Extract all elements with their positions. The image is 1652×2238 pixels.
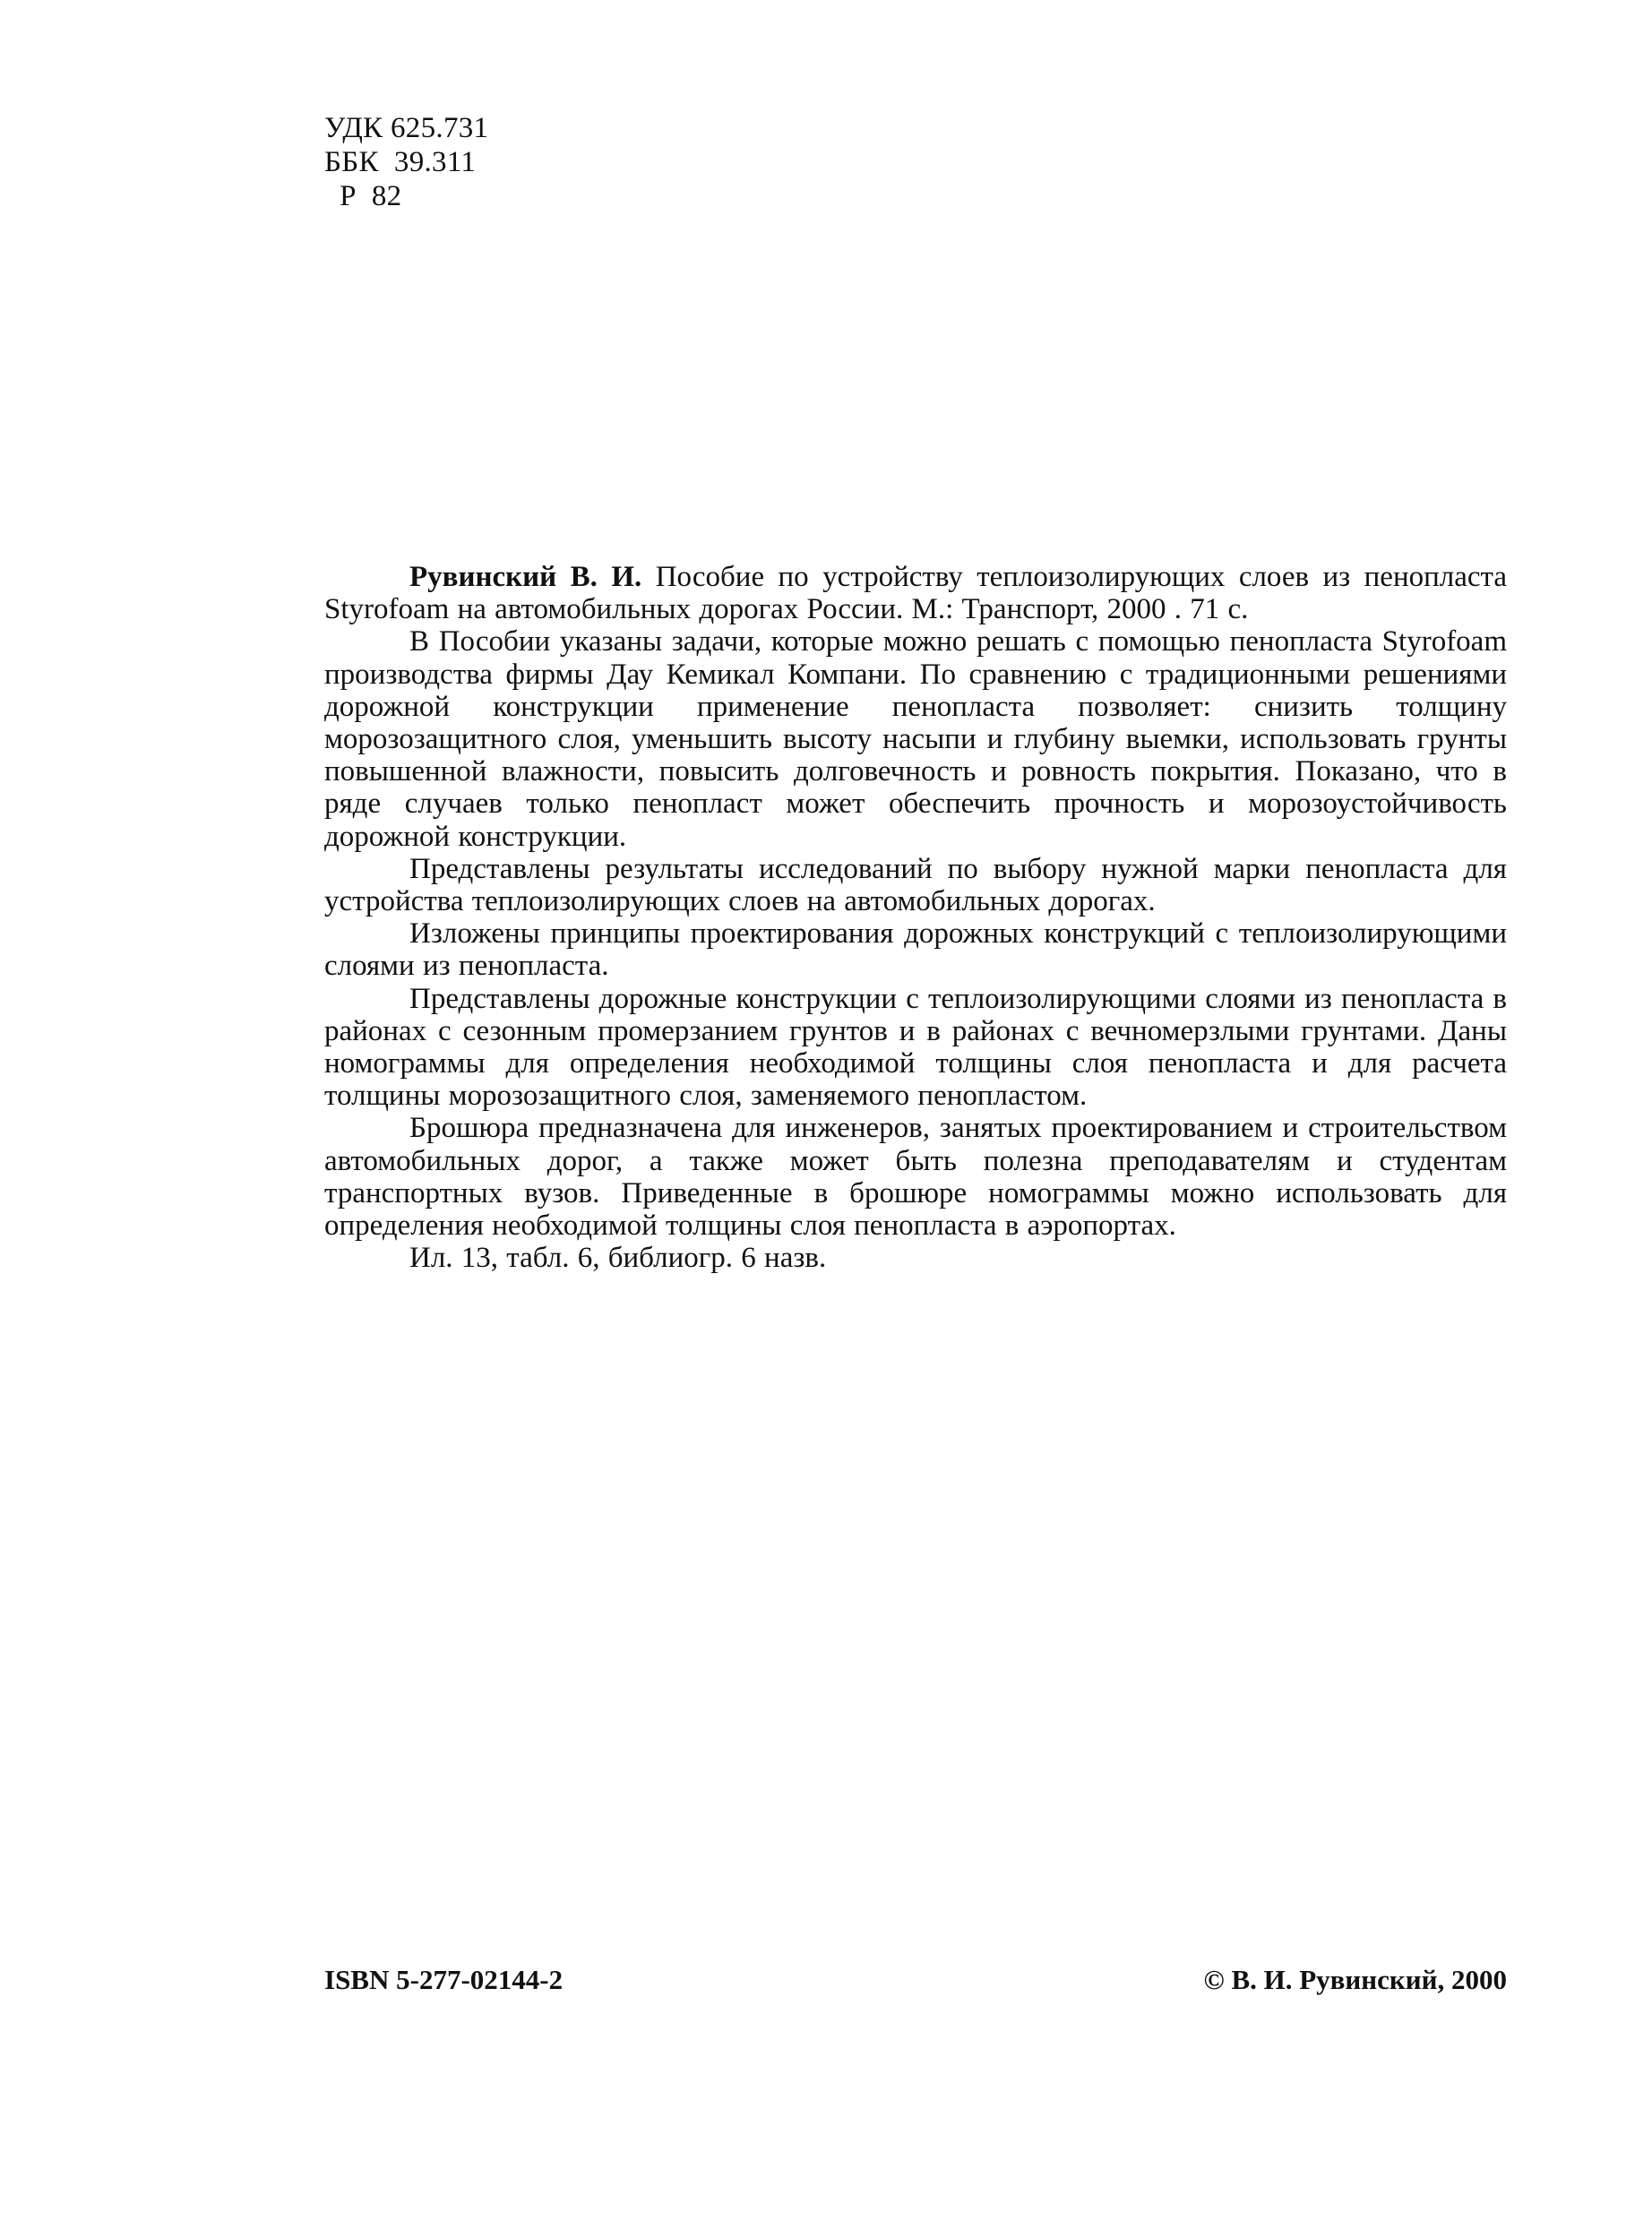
abstract-block (324, 561, 1507, 1274)
illustration-count: Ил. 13, табл. 6, библиогр. 6 назв. (409, 1242, 827, 1275)
abstract-paragraph: В Пособии указаны задачи, которые можно решать с помощью пенопласта Styrofoam производства фирмы Дау Кемикал Компани. По сравнению с традиционными решениями дорожной конструкции применение пенопласта позволяет: снизить толщину морозозащитного слоя, уменьшить высоту насыпи и глубину выемки, использовать грунты повышенной влажности, повысить долговечность и ровность покрытия. Показано, что в ряде случаев только пенопласт может обеспечить прочность и морозоустойчивость дорожной конструкции. (324, 625, 1507, 853)
isbn: ISBN 5-277-02144-2 (324, 1964, 564, 1995)
abstract-paragraph: Представлены результаты исследований по выбору нужной марки пенопласта для устройства теплоизолирующих слоев на автомобильных дорогах. (324, 852, 1507, 918)
copyright: © В. И. Рувинский, 2000 (1203, 1964, 1507, 1995)
abstract-paragraph: Изложены принципы проектирования дорожных конструкций с теплоизолирующими слоями из пенопласта. (324, 917, 1507, 983)
abstract-paragraph: Представлены дорожные конструкции с теплоизолирующими слоями из пенопласта в районах с сезонным промерзанием грунтов и в районах с вечномерзлыми грунтами. Даны номограммы для определения необходимой толщины слоя пенопласта и для расчета толщины морозозащитного слоя, заменяемого пенопластом. (324, 982, 1507, 1113)
author-name: Рувинский В. И. (409, 561, 642, 593)
bibliographic-entry (324, 561, 1507, 625)
citation-text: Пособие по устройству теплоизолирующих слоев из пенопласта Styrofoam на автомобильных дорогах России. М.: Транспорт, 2000 . 71 с. (324, 561, 1507, 626)
udk-code: УДК 625.731 (324, 112, 489, 144)
abstract-paragraph: Брошюра предназначена для инженеров, занятых проектированием и строительством автомобильных дорог, а также может быть полезна преподавателям и студентам транспортных вузов. Приведенные в брошюре номограммы можно использовать для определения необходимой толщины слоя пенопласта в аэропортах. (324, 1112, 1507, 1243)
classification-codes (324, 111, 488, 213)
bbk-code: ББК 39.311 (324, 146, 477, 178)
author-mark: Р 82 (324, 180, 402, 212)
